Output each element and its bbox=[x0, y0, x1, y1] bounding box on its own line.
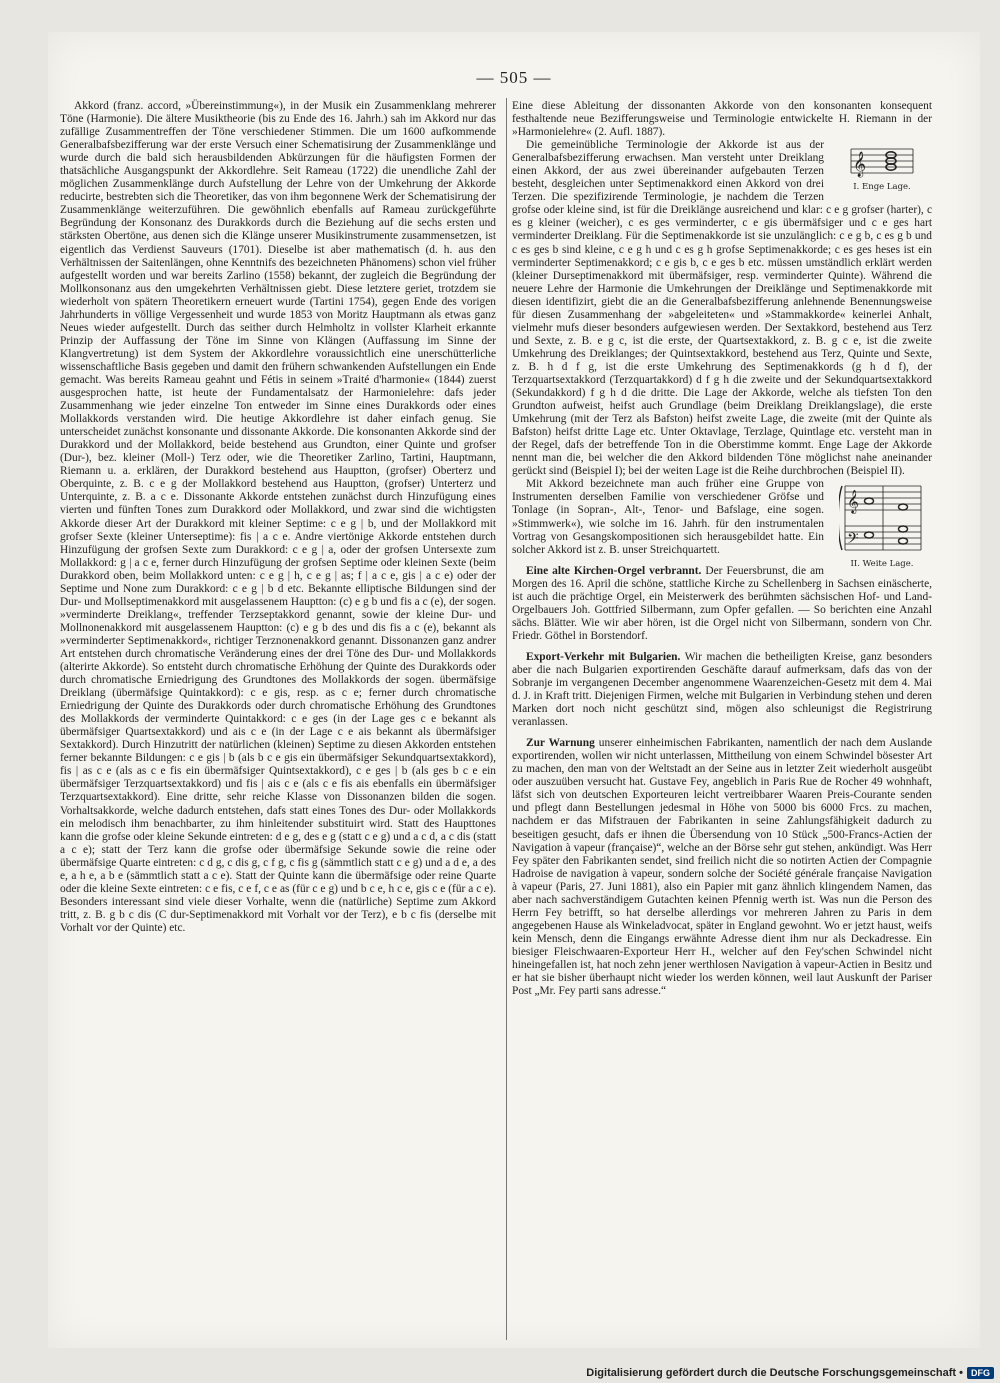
left-column bbox=[60, 100, 496, 935]
grand-staff-weite-lage-icon bbox=[839, 480, 925, 558]
bulgaria-article bbox=[512, 651, 932, 729]
dfg-logo-icon: DFG bbox=[967, 1367, 994, 1379]
warning-article-heading: Zur Warnung bbox=[526, 737, 595, 750]
svg-text:𝄞: 𝄞 bbox=[847, 489, 859, 514]
warning-article-text: unserer einheimischen Fabrikanten, namentlich der nach dem Auslande exportirenden, wollen wir nicht unterlassen, Mittheilung von einem Schwindel bösester Art zu machen, den man von der Weltstadt an der Seine aus in letzter Zeit wiederholt ausgeübt oder auszuüben versucht hat. Gustave Fey, angeblich in Paris Rue de Rocher 49 wohnhaft, läfst sich von deutschen Exporteuren leicht vertreibbarer Waaren Preis-Courante senden und pflegt dann Bestellungen jedesmal in Höhe von 5000 bis 6000 Frcs. zu machen, nachdem er das Mifstrauen der Fabrikanten in seine Zahlungsfähigkeit dadurch zu beseitigen gesucht, dafs er ihnen die Übersendung von 10 Stück „500-Francs-Actien der Navigation à vapeur (française)“, welche an der Börse sehr gut stehen, ankündigt. Was Herr Fey später den Fabrikanten sendet, sind freilich nicht die so notirten Actien der Compagnie Hadroise de navigation à vapeur, sondern solche der Société générale française Navigation à vapeur (Paris, 27. Juni 1881), also ein Papier mit ganz ähnlich klingendem Namen, das aber nach sachverständigem Gutachten keinen Pfennig werth ist. Was nun die Person des Herrn Fey betrifft, so hat derselbe allerdings vor mehreren Jahren zu Paris in dem angegebenen Hause als Winkeladvocat, später in England gewohnt. Wo er jetzt haust, weifs kein Mensch, denn die Eingangs erwähnte Adresse dient ihm nur als Deckadresse. Ein biesiger Fleischwaaren-Exporteur Herr H., welcher auf den Fey'schen Schwindel nicht hineingefallen ist, hat noch zehn jener werthlosen Navigation à vapeur-Actien in Besitz und er hat sie bisher überhaupt nicht wieder los werden können, weil laut Auskunft der Pariser Post „Mr. Fey parti sans adresse.“ bbox=[512, 737, 932, 998]
instrument-group-paragraph: Mit Akkord bezeichnete man auch früher eine Gruppe von Instrumenten derselben Familie von verschiedener Gröfse und Tonlage (in Sopran-, Alt-, Tenor- und Bafslage, eine sogen. »Stimmwerk«), wie solche im 16. Jahrh. für den instrumentalen Vortrag von Gesangskompositionen sich herausgebildet hatte. Ein solcher Akkord ist z. B. unser Streichquartett. bbox=[512, 478, 824, 556]
music-example-weite-lage bbox=[832, 480, 932, 574]
akkord-article-paragraph: Akkord (franz. accord, »Übereinstimmung«), in der Musik ein Zusammenklang mehrerer Töne (Harmonie). Die ältere Musiktheorie (bis zu Ende des 16. Jahrh.) sah im Akkord nur das zufällige Zusammentreffen der Töne verschiedener Stimmen. Die um 1600 aufkommende Generalbafsbezifferung war der erste Versuch einer Schematisirung der Zusammenklänge und wurde durch die bald sich herausbildenden Abkürzungen für die häufigsten Formen der thatsächliche Ausgangspunkt der Akkordlehre. Seit Rameau (1722) die unendliche Zahl der möglichen Zusammenklänge durch Aufstellung der Lehre von der Umkehrung der Akkorde reducirte, bestrebten sich die Theoretiker, das von ihm begonnene Werk der Schematisirung der Zusammenklänge weiterzuführen. Die gewöhnlich ebenfalls auf Rameau zurückgeführte Begründung der Konsonanz des Durakkords durch die Beziehung auf die sechs ersten und stärksten Obertöne, aus denen sich die Klänge unserer Musikinstrumente zusammensetzen, ist eigentlich das Verdienst Sauveurs (1701). Dieselbe ist aber mathematisch (d. h. aus den Verhältnissen der Saitenlängen, ohne Kenntnifs des bezeichneten Phänomens) schon viel früher aufgestellt worden und war bereits Zarlino (1558) bekannt, der zugleich die Begründung der Mollkonsonanz aus den umgekehrten Verhältnissen giebt. Diese letztere geriet, trotzdem sie wiederholt von spätern Theoretikern erneuert wurde (Tartini 1754), gegen Ende des vorigen Jahrhunderts in völlige Vergessenheit und wurde 1853 von Moritz Hauptmann als etwas ganz Neues wieder aufgestellt. Durch das seither durch Helmholtz in vollster Klarheit erkannte Prinzip der Auffassung der Töne im Sinne von Klängen (Auffassung im Sinne der Klangvertretung) ist dem System der Akkordlehre voraussichtlich eine unerschütterliche wissenschaftliche Basis gegeben und damit den frühern schwankenden Aufstellungen ein Ende gemacht. Was bereits Rameau geahnt und Fétis in seinem »Traité d'harmonie« (1844) zuerst ausgesprochen hatte, ist heute der Fundamentalsatz der Harmonielehre: dafs jeder Zusammenhang wie jeder einzelne Ton entweder im Sinne eines Durakkords oder eines Mollakkords verstanden wird. Die heutige Akkordlehre ist daher einfach genug. Sie unterscheidet zunächst konsonante und dissonante Akkorde. Die konsonanten Akkorde sind der Durakkord und der Mollakkord, beide bestehend aus Grundton, einer Quinte und grofser (Dur-), bez. kleiner (Moll-) Terz oder, wie die Theoretiker Zarlino, Tartini, Hauptmann, Riemann u. a. erklären, der Durakkord bestehend aus Hauptton, (grofser) Oberterz und Oberquinte, z. B. c e g der Mollakkord bestehend aus Hauptton, (grofser) Unterterz und Unterquinte, z. B. a c e. Dissonante Akkorde entstehen zunächst durch Hinzufügung eines vierten und fünften Tones zum Durakkord oder Mollakkord, und zwar sind die wichtigsten Akkorde dieser Art der Durakkord mit kleiner Septime: c e g | b, und der Mollakkord mit grofser Sexte (kleiner Unterseptime): fis | a c e. Andre viertönige Akkorde entstehen durch Hinzufügung der grofsen Sexte zum Durakkord: c e g | a, oder der grofsen Untersexte zum Mollakkord: g | a c e, ferner durch Hinzufügung der grofsen Septime oder kleinen Sexte (beim Durakkord oben, beim Mollakkord unten: c e g | h, c e g | as; f | a c e, gis | a c e) oder der Septime und None zum Durakkord: c e g | b d etc. Bekannte elliptische Bildungen sind der Dur- und Mollseptimenakkord mit ausgelassenem Hauptton: (c) e g b und fis a c (e), der sogen. »verminderte Dreiklang«, treffender Terzseptakkord genannt, sowie der kleine Dur- und Mollnonenakkord mit ausgelassenem Hauptton: (c) e g b des und dis fis a c (e), bekannt als »verminderter Septimenakkord«, richtiger Terznonenakkord genannt. Dissonanzen ganz andrer Art entstehen durch chromatische Veränderung eines der drei Töne des Dur- und Mollakkords (alterirte Akkorde). So entsteht durch chromatische Erhöhung der Quinte des Durakkords oder durch chromatische Erniedrigung des Grundtones des Mollakkords der sogen. übermäfsige Dreiklang (übermäfsige Quintakkord): c e gis, resp. as c e; ferner durch chromatische Erniedrigung der Quinte des Durakkords oder durch chromatische Erhöhung des Grundtones des Mollakkords der verminderte Quintakkord: c e ges (in der Lage ges c e bekannt als übermäfsiger Quartsextakkord) und ais c e (in der Lage c e ais bekannt als übermäfsiger Sextakkord). Durch Hinzutritt der natürlichen (kleinen) Septime zu diesen Akkorden entstehen ferner bekannte Bildungen: c e gis | b (als b c e gis ein übermäfsiger Sekundquartsextakkord), fis | as c e (als as c e fis ein übermäfsiger Quintsextakkord), c e ges | b (als ges b c e ein übermäfsiger Terzquartsextakkord) und fis | ais c e (als c e fis ais ebenfalls ein übermäfsiger Terzquartsextakkord). Eine dritte, sehr reiche Klasse von Dissonanzen bilden die sogen. Vorhaltsakkorde, welche dadurch entstehen, dafs statt eines Tones des Dur- oder Mollakkords ein melodisch ihm benachbarter, zu ihm hinleitender substituirt wird. Statt des Haupttones kann die grofse oder kleine Sekunde eintreten: d e g, des e g (statt c e g) und a c d, a c dis (statt a c e); statt der Terz kann die grofse oder übermäfsige Sekunde sowie die reine oder übermäfsige Quarte eintreten: c d g, c dis g, c f g, c fis g (sämmtlich statt c e g) und a d e, a des e, a h e, a b e (sämmtlich statt a c e). Statt der Quinte kann die übermäfsige oder reine Quarte oder die kleine Sexte eintreten: c e fis, c e f, c e as (für c e g) und b c e, h c e, gis c e (für a c e). Besonders interessant sind viele dieser Vorhalte, wenn die (natürliche) Septime zum Akkord tritt, z. B. g b c dis (C dur-Septimenakkord mit Vorhalt vor der Terz), e b c fis (derselbe mit Vorhalt vor der Quinte) etc. bbox=[60, 100, 496, 934]
right-column bbox=[512, 100, 932, 998]
bulgaria-article-heading: Export-Verkehr mit Bulgarien. bbox=[526, 650, 681, 663]
digitization-footer bbox=[586, 1367, 994, 1379]
caption-weite-lage: II. Weite Lage. bbox=[850, 559, 914, 570]
footer-text: Digitalisierung gefördert durch die Deutsche Forschungsgemeinschaft • bbox=[586, 1367, 963, 1379]
organ-article-heading: Eine alte Kirchen-Orgel verbrannt. bbox=[526, 564, 702, 577]
bulgaria-article-text: Wir machen die betheiligten Kreise, ganz besonders aber die nach Bulgarien exportirenden Geschäfte darauf aufmerksam, dafs das von der Sobranje im vergangenen December angenommene Waarenzeichen-Gesetz mit dem 4. Mai d. J. in Kraft tritt. Diejenigen Firmen, welche mit Bulgarien in Verbindung stehen und deren Marken dort noch nicht geschützt sind, mögen also schleunigst die Registrirung veranlassen. bbox=[512, 650, 933, 729]
newspaper-page bbox=[48, 32, 980, 1348]
svg-text:𝄢: 𝄢 bbox=[847, 530, 859, 552]
organ-article-text: Der Feuersbrunst, die am Morgen des 16. April die schöne, stattliche Kirche zu Schellenberg in Sachsen einäscherte, ist auch die prächtige Orgel, ein Meisterwerk des berühmten sächsischen Hof- und Land-Orgelbauers Joh. Gottfried Silbermann, zum Opfer gefallen. — So berichten eine Anzahl sächs. Blätter. Wie wir aber hören, ist die Orgel nicht von Silbermann, sondern von Chr. Friedr. Göthel in Borstendorf. bbox=[512, 564, 932, 642]
music-example-enge-lage bbox=[832, 141, 932, 197]
terminology-paragraph: Die gemeinübliche Terminologie der Akkorde ist aus der Generalbafsbezifferung erwachsen. Man versteht unter Dreiklang einen Akkord, der aus zwei übereinander aufgebauten Terzen besteht, desgleichen unter Septimenakkord einen Akkord von drei Terzen. Die spezifizirende Terminologie, je nachdem die Terzen grofse oder kleine sind, ist für die Dreiklänge ausreichend und klar: c e g grofser (harter), c es g kleiner (weicher), c es ges verminderter, c e gis übermäfsiger und c e ges hart verminderter Dreiklang. Für die Septimenakkorde ist sie unzulänglich: c e g b, c es g b und c es ges b sind kleine, c e g h und c es g h grofse Septimenakkorde; c es ges heses ist ein verminderter Septimenakkord; c e gis b, c e ges b etc. müssen umständlich erklärt werden (kleiner Durseptimenakkord mit übermäfsiger, resp. verminderter Quinte). Während die neuere Lehre der Harmonie die Umkehrungen der Dreiklänge und Septimenakkorde mit diesen identifizirt, giebt die an die Generalbafsbezifferung anlehnende Benennungsweise für diesen Zusammenhang der »abgeleiteten« und »Stammakkorde« keinerlei Anhalt, vielmehr mufs dieser besonders aufgewiesen werden. Der Sextakkord, bestehend aus Terz und Sexte, z. B. e g c, ist die erste, der Quartsextakkord, z. B. g c e, ist die zweite Umkehrung des Dreiklanges; der Quintsextakkord, bestehend aus Terz, Quinte und Sexte, z. B. h d f g, ist die erste Umkehrung des Septimenakkords (g h d f), der Terzquartsextakkord (Terzquartakkord) d f g h die zweite und der Sekundquartsextakkord (Sekundakkord) f g h d die dritte. Die Lage der Akkorde, welche als tiefsten Ton den Grundton aufweist, heifst auch Grundlage (beim Dreiklang Dreiklangslage), die erste Umkehrung (mit der Terz als Bafston) heifst zweite Lage, die zweite (mit der Quinte als Bafston) heifst dritte Lage etc. Unter Oktavlage, Terzlage, Quintlage etc. versteht man in der Regel, dafs der betreffende Ton in die Oberstimme kommt. Enge Lage der Akkorde nennt man die, bei welcher die den Akkord bildenden Töne möglichst nahe aneinander gerückt sind (Beispiel I); bei der weiten Lage ist die Reihe durchbrochen (Beispiel II). bbox=[512, 139, 932, 478]
staff-enge-lage-icon bbox=[847, 141, 917, 181]
column-divider bbox=[506, 98, 507, 1340]
caption-enge-lage: I. Enge Lage. bbox=[853, 182, 911, 193]
warning-article bbox=[512, 737, 932, 998]
svg-text:𝄞: 𝄞 bbox=[853, 152, 867, 178]
organ-article bbox=[512, 565, 932, 643]
page-number: — 505 — bbox=[476, 68, 552, 87]
riemann-paragraph: Eine diese Ableitung der dissonanten Akkorde von den konsonanten konsequent festhaltende neue Bezifferungsweise und Terminologie entwickelte H. Riemann in der »Harmonielehre« (2. Aufl. 1887). bbox=[512, 100, 932, 139]
